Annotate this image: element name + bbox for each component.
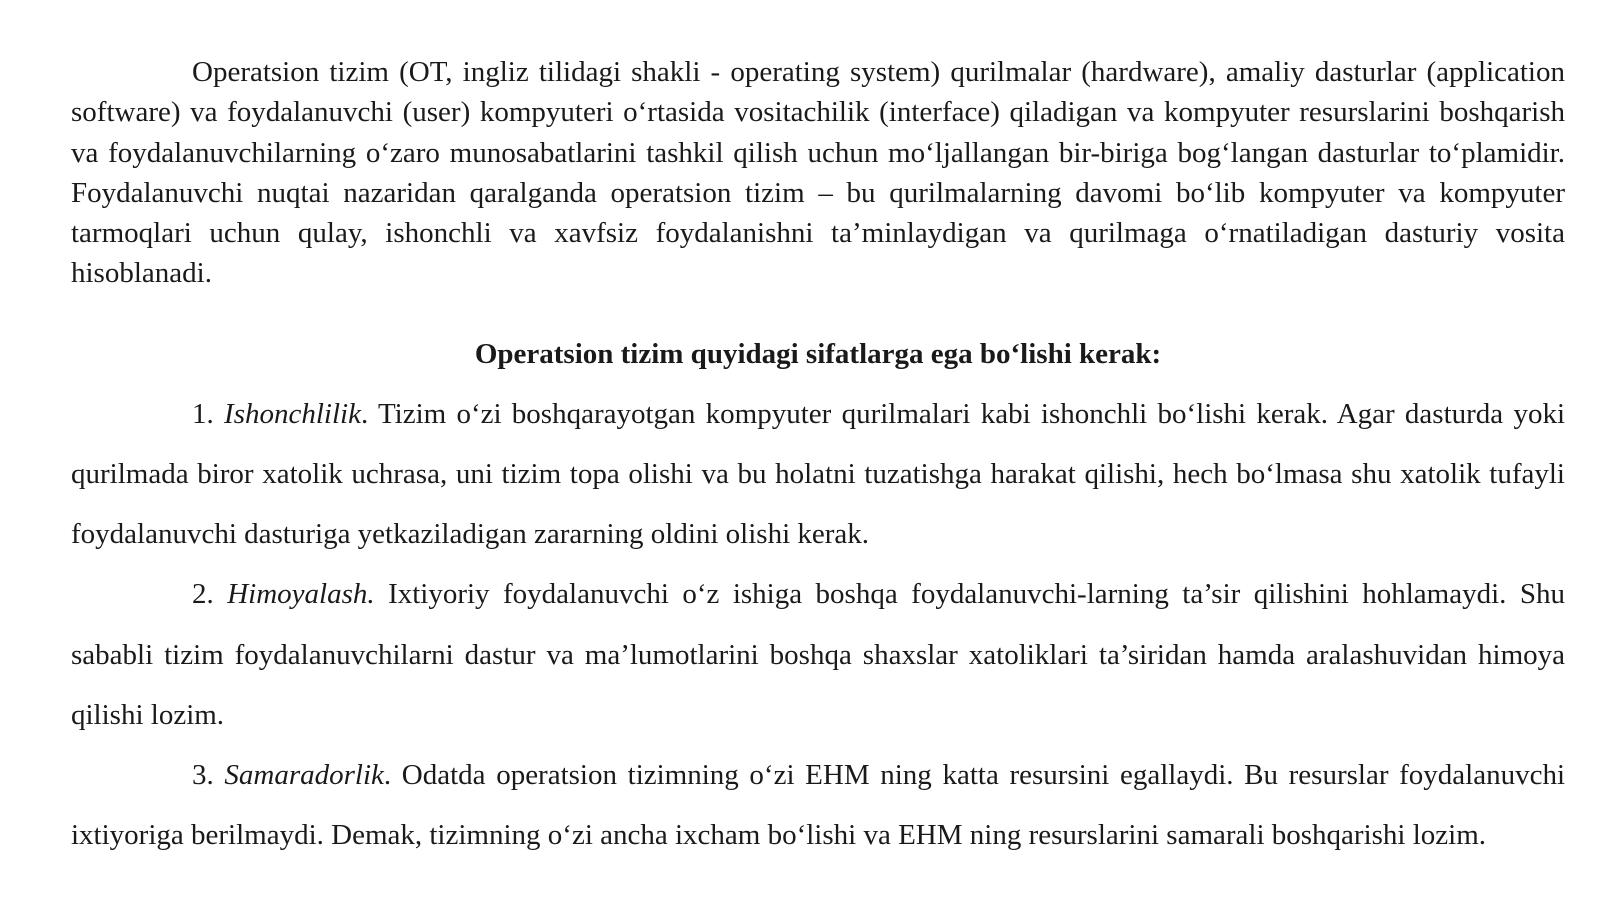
list-item-number: 2. <box>192 578 228 611</box>
section-heading: Operatsion tizim quyidagi sifatlarga ega bo‘lishi kerak: <box>474 337 1162 370</box>
list-item <box>71 564 1565 745</box>
list-item <box>71 745 1565 865</box>
list-item-text: Ixtiyoriy foydalanuvchi o‘z ishiga boshqa foydalanuvchi-larning ta’sir qilishini hohlamaydi. Shu sababli tizim foydalanuvchilarni dastur va ma’lumotlarini boshqa shaxslar xatoliklari ta’siridan hamda aralashuvidan himoya qilishi lozim. <box>71 578 1565 731</box>
document-body <box>71 52 1565 865</box>
intro-paragraph: Operatsion tizim (OT, ingliz tilidagi shakli - operating system) qurilmalar (hardware), amaliy dasturlar (application software) va foydalanuvchi (user) kompyuteri o‘rtasida vositachilik (interface) qiladigan va kompyuter resurslarini boshqarish va foydalanuvchilarning o‘zaro munosabatlarini tashkil qilish uchun mo‘ljallangan bir-biriga bog‘langan dasturlar to‘plamidir. Foydalanuvchi nuqtai nazaridan qaralganda operatsion tizim – bu qurilmalarning davomi bo‘lib kompyuter va kompyuter tarmoqlari uchun qulay, ishonchli va xavfsiz foydalanishni ta’minlaydigan va qurilmaga o‘rnatiladigan dasturiy vosita hisoblanadi. <box>71 56 1565 290</box>
list-item <box>71 384 1565 565</box>
list-item-number: 1. <box>192 397 225 430</box>
list-item-term: Himoyalash. <box>227 578 375 611</box>
list-item-term: Ishonchlilik <box>224 397 361 430</box>
list-item-text: . Tizim o‘zi boshqarayotgan kompyuter qurilmalari kabi ishonchli bo‘lishi kerak. Agar dasturda yoki qurilmada biror xatolik uchrasa, uni tizim topa olishi va bu holatni tuzatishga harakat qilishi, hech bo‘lmasa shu xatolik tufayli foydalanuvchi dasturiga yetkaziladigan zararning oldini olishi kerak. <box>71 397 1565 551</box>
list-item-term: Samaradorlik <box>224 759 384 791</box>
list-item-text: . Odatda operatsion tizimning o‘zi EHM ning katta resursini egallaydi. Bu resurslar foydalanuvchi ixtiyoriga berilmaydi. Demak, tizimning o‘zi ancha ixcham bo‘lishi va EHM ning resurslarini samarali boshqarishi lozim. <box>71 759 1566 852</box>
list-item-number: 3. <box>192 759 225 791</box>
